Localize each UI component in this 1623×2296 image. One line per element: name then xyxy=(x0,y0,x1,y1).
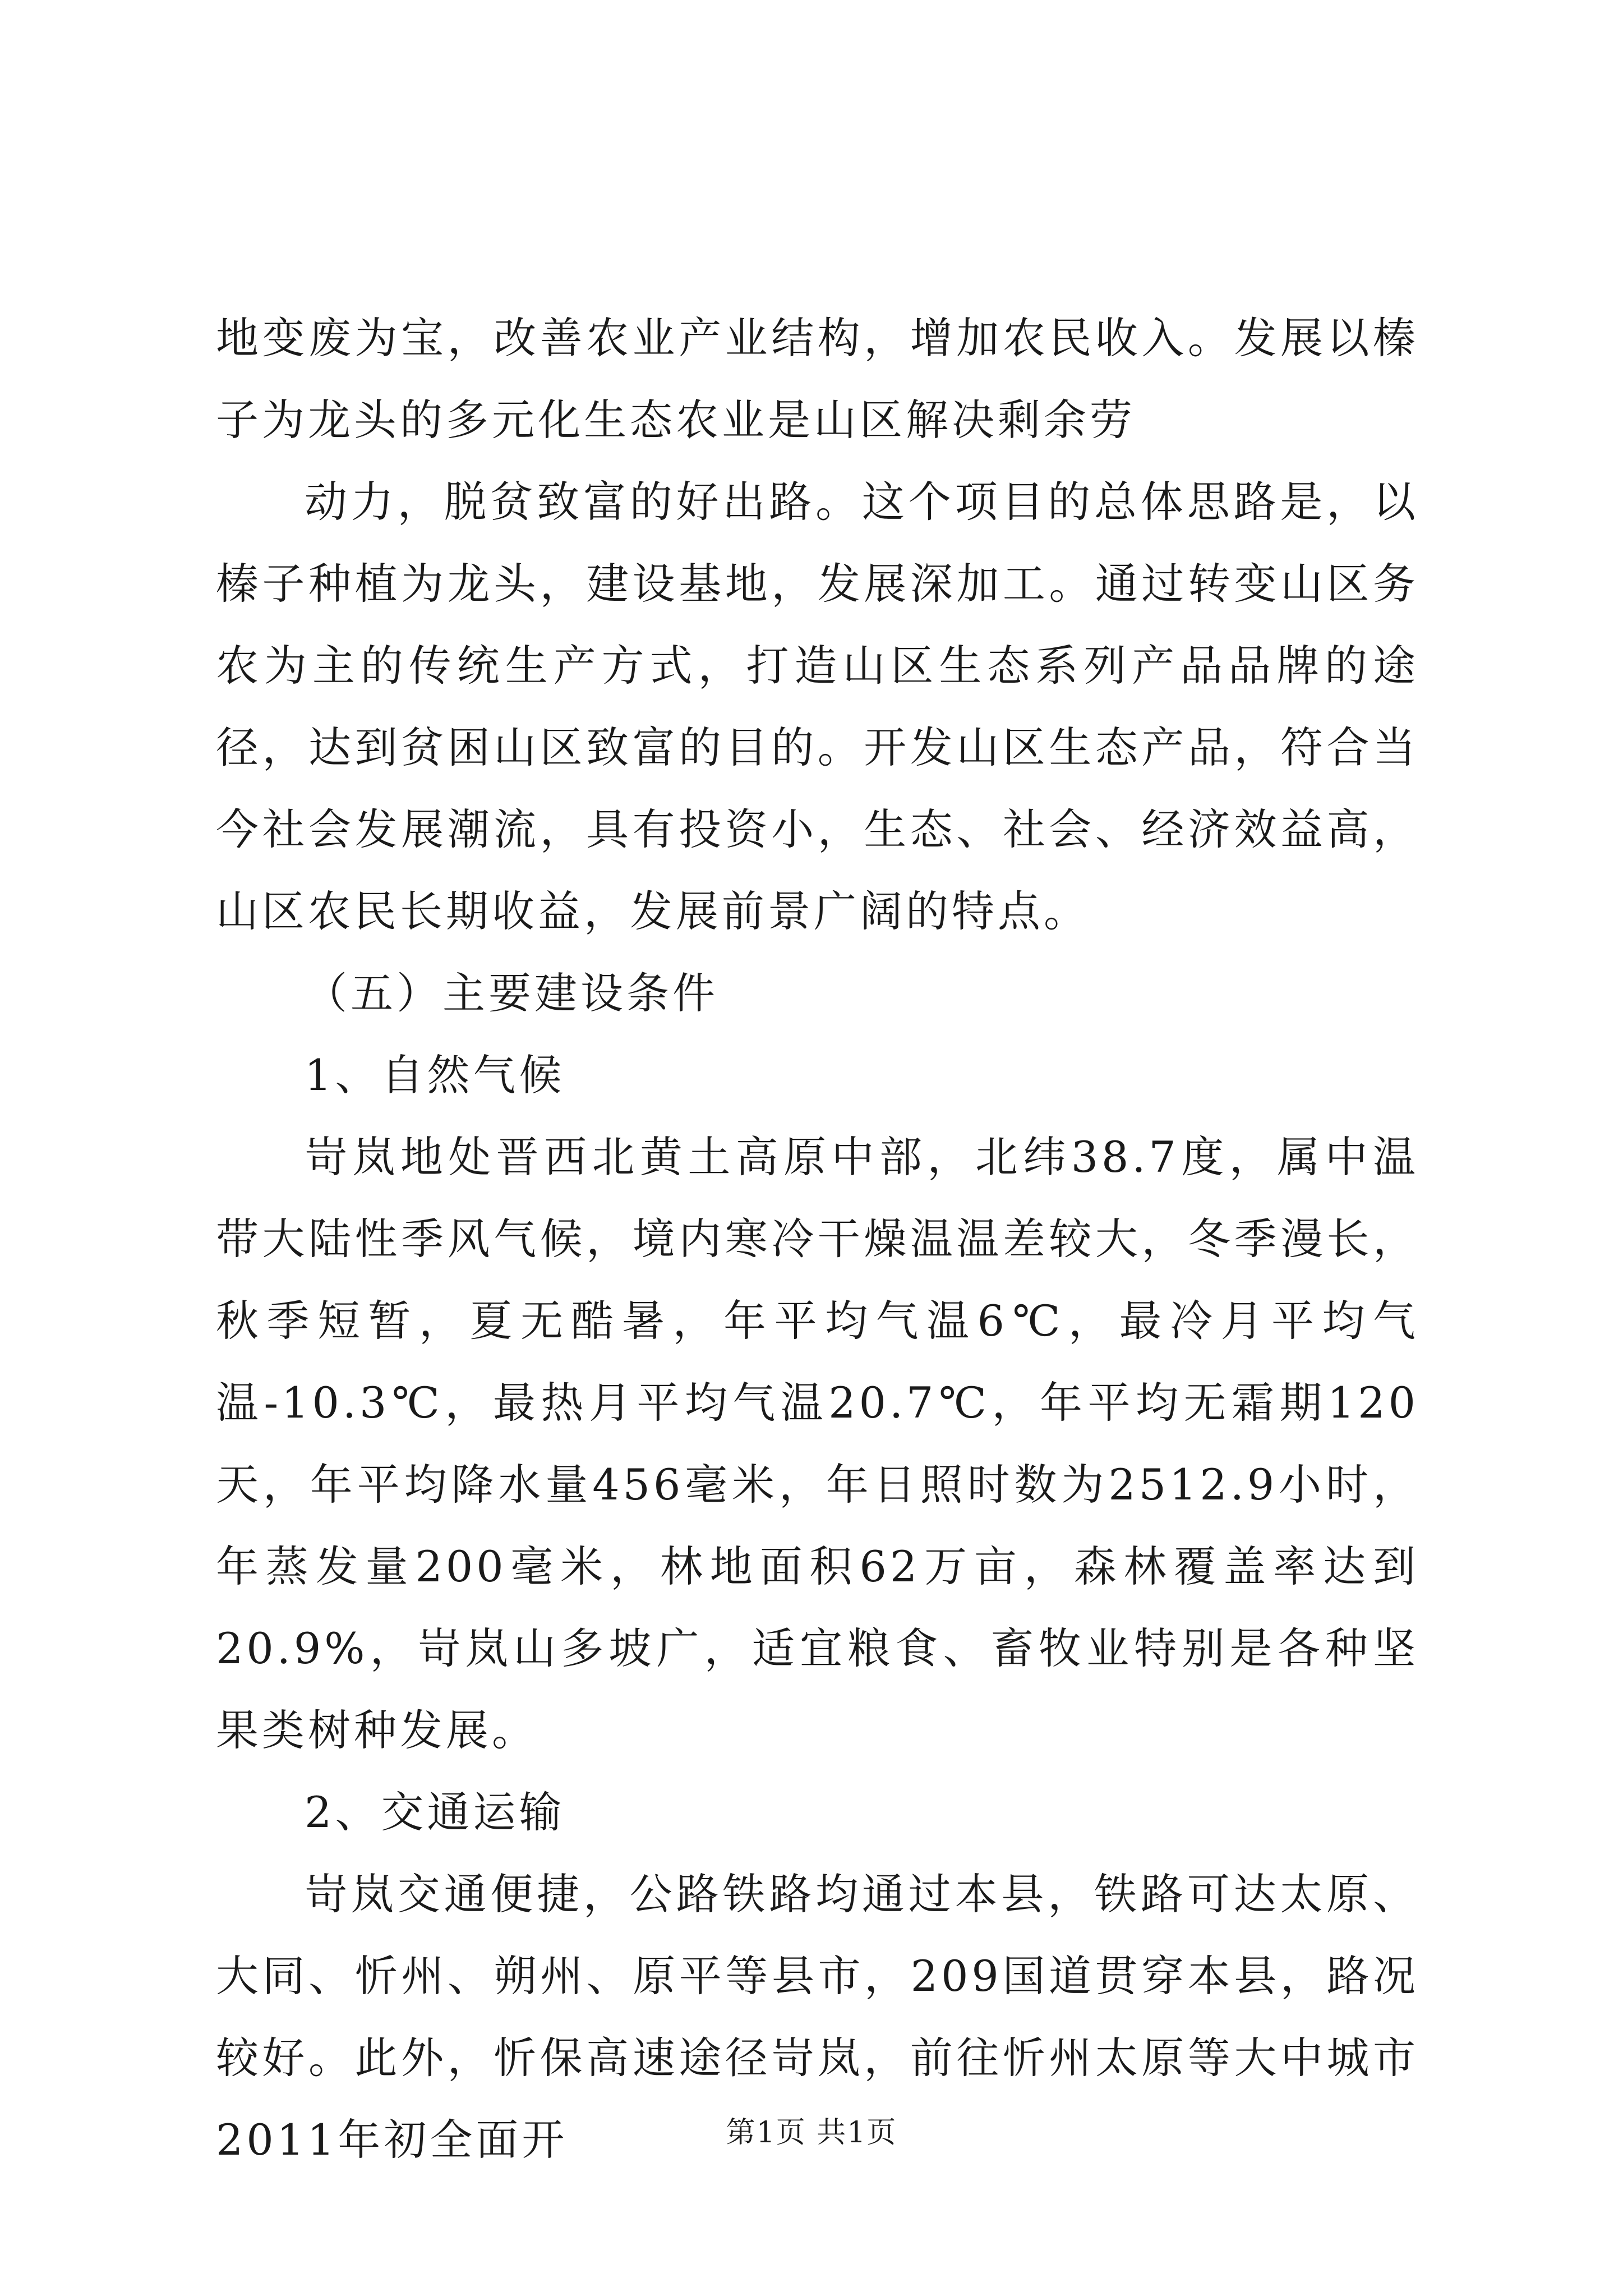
section-heading-construction-conditions: （五）主要建设条件 xyxy=(305,968,718,1018)
document-body xyxy=(216,297,1419,2181)
subheading-transportation: 2、交通运输 xyxy=(305,1787,565,1837)
page-number-label: 第1页 共1页 xyxy=(726,2116,897,2150)
subheading-natural-climate: 1、自然气候 xyxy=(305,1050,565,1100)
paragraph-2: 动力，脱贫致富的好出路。这个项目的总体思路是，以榛子种植为龙头，建设基地，发展深加工。通过转变山区务农为主的传统生产方式，打造山区生态系列产品品牌的途径，达到贫困山区致富的目的。开发山区生态产品，符合当今社会发展潮流，具有投资小，生态、社会、经济效益高，山区农民长期收益，发展前景广阔的特点。 xyxy=(216,477,1419,936)
paragraph-climate: 岢岚地处晋西北黄土高原中部，北纬38.7度，属中温带大陆性季风气候，境内寒冷干燥温温差较大，冬季漫长，秋季短暂，夏无酷暑，年平均气温6℃，最冷月平均气温-10.3℃，最热月平均气温20.7℃，年平均无霜期120天，年平均降水量456毫米，年日照时数为2512.9小时，年蒸发量200毫米，林地面积62万亩，森林覆盖率达到20.9%，岢岚山多坡广，适宜粮食、畜牧业特别是各种坚果类树种发展。 xyxy=(216,1132,1419,1755)
page-footer xyxy=(0,2110,1623,2155)
paragraph-1: 地变废为宝，改善农业产业结构，增加农民收入。发展以榛子为龙头的多元化生态农业是山区解决剩余劳 xyxy=(216,313,1419,445)
paragraph-transportation: 岢岚交通便捷，公路铁路均通过本县，铁路可达太原、大同、忻州、朔州、原平等县市，209国道贯穿本县，路况较好。此外，忻保高速途径岢岚，前往忻州太原等大中城市2011年初全面开 xyxy=(216,1869,1419,2165)
